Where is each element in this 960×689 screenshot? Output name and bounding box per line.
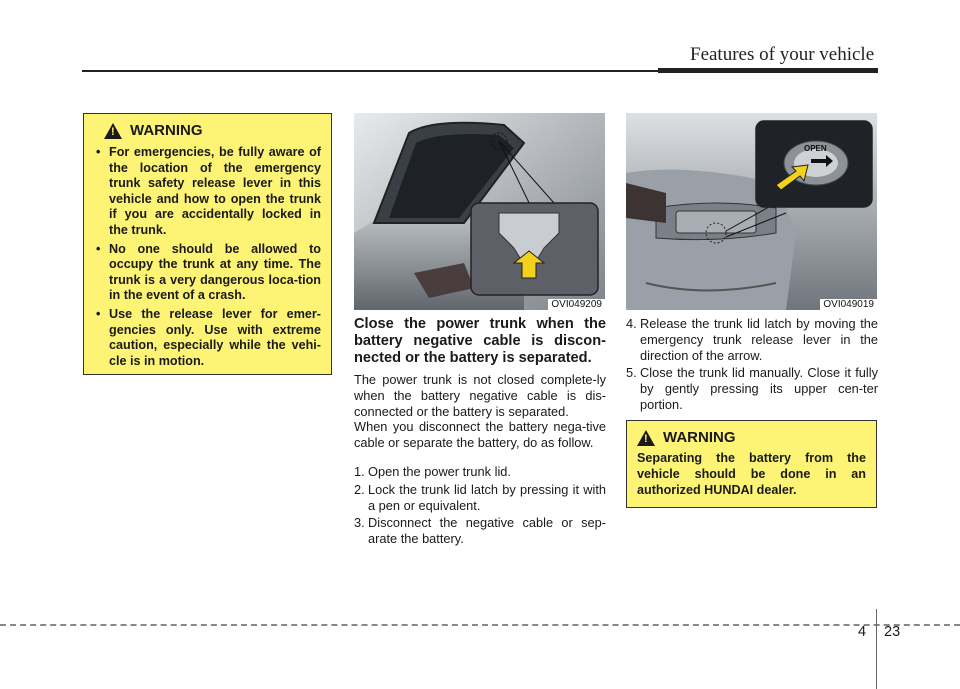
step-item: 2. Lock the trunk lid latch by pressing it with a pen or equivalent.	[354, 481, 606, 513]
image-code: OVI049209	[548, 299, 605, 310]
open-label: OPEN	[804, 144, 827, 153]
warning-header	[637, 429, 866, 446]
step-item: 5. Close the trunk lid manually. Close it fully by gently pressing its upper cen-ter portion.	[626, 365, 878, 412]
header-rule-accent	[658, 68, 878, 73]
footer-divider	[876, 609, 877, 689]
warning-title: WARNING	[663, 429, 736, 446]
release-lever-illustration	[626, 113, 877, 310]
warning-item: • For emergencies, be fully aware of the location of the emergency trunk safety release lever in this vehicle and how to open the trunk if you are accidentally locked in the trunk.	[96, 145, 321, 237]
warning-body: Separating the battery from the vehicle should be done in an authorized HUNDAI dealer.	[637, 451, 866, 497]
page-number: 23	[884, 624, 901, 640]
warning-triangle-icon: !	[104, 123, 122, 139]
step-list	[354, 464, 606, 549]
section-heading: Close the power trunk when the battery negative cable is discon-nected or the battery is separated.	[354, 316, 606, 366]
warning-item: • Use the release lever for emer-gencies only. Use with extreme caution, especially while the vehi-cle is in motion.	[96, 306, 321, 368]
warning-header	[104, 122, 321, 139]
paragraph: The power trunk is not closed complete-ly when the battery negative cable is dis-connected or the battery is separated.	[354, 372, 606, 419]
warning-triangle-icon: !	[637, 430, 655, 446]
warning-list	[94, 145, 321, 369]
image-code: OVI049019	[820, 299, 877, 310]
step-list	[626, 316, 878, 415]
paragraph: When you disconnect the battery nega-tive cable or separate the battery, do as follow.	[354, 419, 606, 450]
trunk-latch-illustration	[354, 113, 605, 310]
step-item: 3. Disconnect the negative cable or sep-arate the battery.	[354, 515, 606, 547]
warning-title: WARNING	[130, 122, 203, 139]
step-item: 1. Open the power trunk lid.	[354, 464, 511, 479]
section-number: 4	[858, 624, 867, 640]
page-header-title: Features of your vehicle	[690, 44, 875, 65]
step-item: 4. Release the trunk lid latch by moving the emergency trunk release lever in the direction of the arrow.	[626, 316, 878, 363]
footer-rule	[0, 624, 960, 626]
warning-box-right	[626, 420, 877, 508]
warning-box-left	[83, 113, 332, 375]
warning-item: • No one should be allowed to occupy the trunk at any time. The trunk is a very dangerous loca-tion in the event of a crash.	[96, 241, 321, 303]
